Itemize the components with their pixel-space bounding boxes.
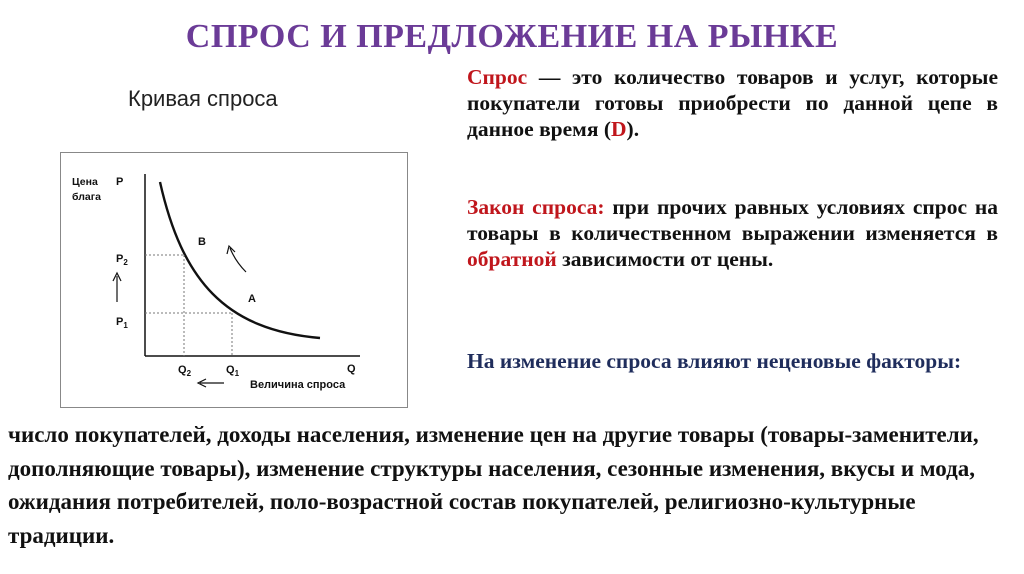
x-axis-name: Величина спроса bbox=[250, 379, 346, 391]
factors-list: число покупателей, доходы населения, изменение цен на другие товары (товары-заменители, дополняющие товары), изменение структуры населения, сезонные изменения, вкусы и мода, ожидания потребителей, поло-возрастной состав покупателей, религиозно-культурные традиции. bbox=[8, 422, 979, 548]
curved-arrow-icon bbox=[227, 246, 246, 272]
point-b-label: B bbox=[198, 236, 206, 248]
p1-label: $P_1$ bbox=[116, 316, 128, 330]
chart-caption: Кривая спроса bbox=[128, 86, 278, 111]
law-text-1: при прочих равных условиях спрос на товары в количественном выражении изменяется в bbox=[467, 195, 998, 245]
demand-definition-end: ). bbox=[626, 117, 640, 141]
q1-label: $Q_1$ bbox=[226, 364, 240, 378]
demand-definition bbox=[467, 64, 998, 142]
factors-intro: На изменение спроса влияют неценовые факторы: bbox=[467, 349, 962, 373]
q2-label: $Q_2$ bbox=[178, 364, 192, 378]
x-axis-symbol: Q bbox=[347, 363, 356, 375]
law-term: Закон спроса: bbox=[467, 195, 605, 219]
law-highlight: обратной bbox=[467, 247, 557, 271]
demand-term: Спрос bbox=[467, 65, 528, 89]
up-arrow-icon bbox=[113, 273, 121, 302]
p2-label: $P_2$ bbox=[116, 253, 128, 267]
demand-definition-text: — это количество товаров и услуг, которые покупатели готовы приобрести по данной цепе в данное время ( bbox=[467, 65, 998, 141]
left-arrow-icon bbox=[198, 379, 224, 387]
point-a-label: A bbox=[248, 293, 256, 305]
y-axis-name-line1: Цена bbox=[72, 176, 98, 188]
slide-title: СПРОС И ПРЕДЛОЖЕНИЕ НА РЫНКЕ bbox=[185, 18, 839, 55]
law-text-2: зависимости от цены. bbox=[556, 247, 774, 271]
law-of-demand bbox=[467, 194, 998, 272]
demand-curve-diagram bbox=[60, 152, 408, 408]
y-axis-name-line2: блага bbox=[72, 191, 101, 203]
demand-symbol: D bbox=[611, 117, 627, 141]
y-axis-symbol: P bbox=[116, 176, 124, 188]
